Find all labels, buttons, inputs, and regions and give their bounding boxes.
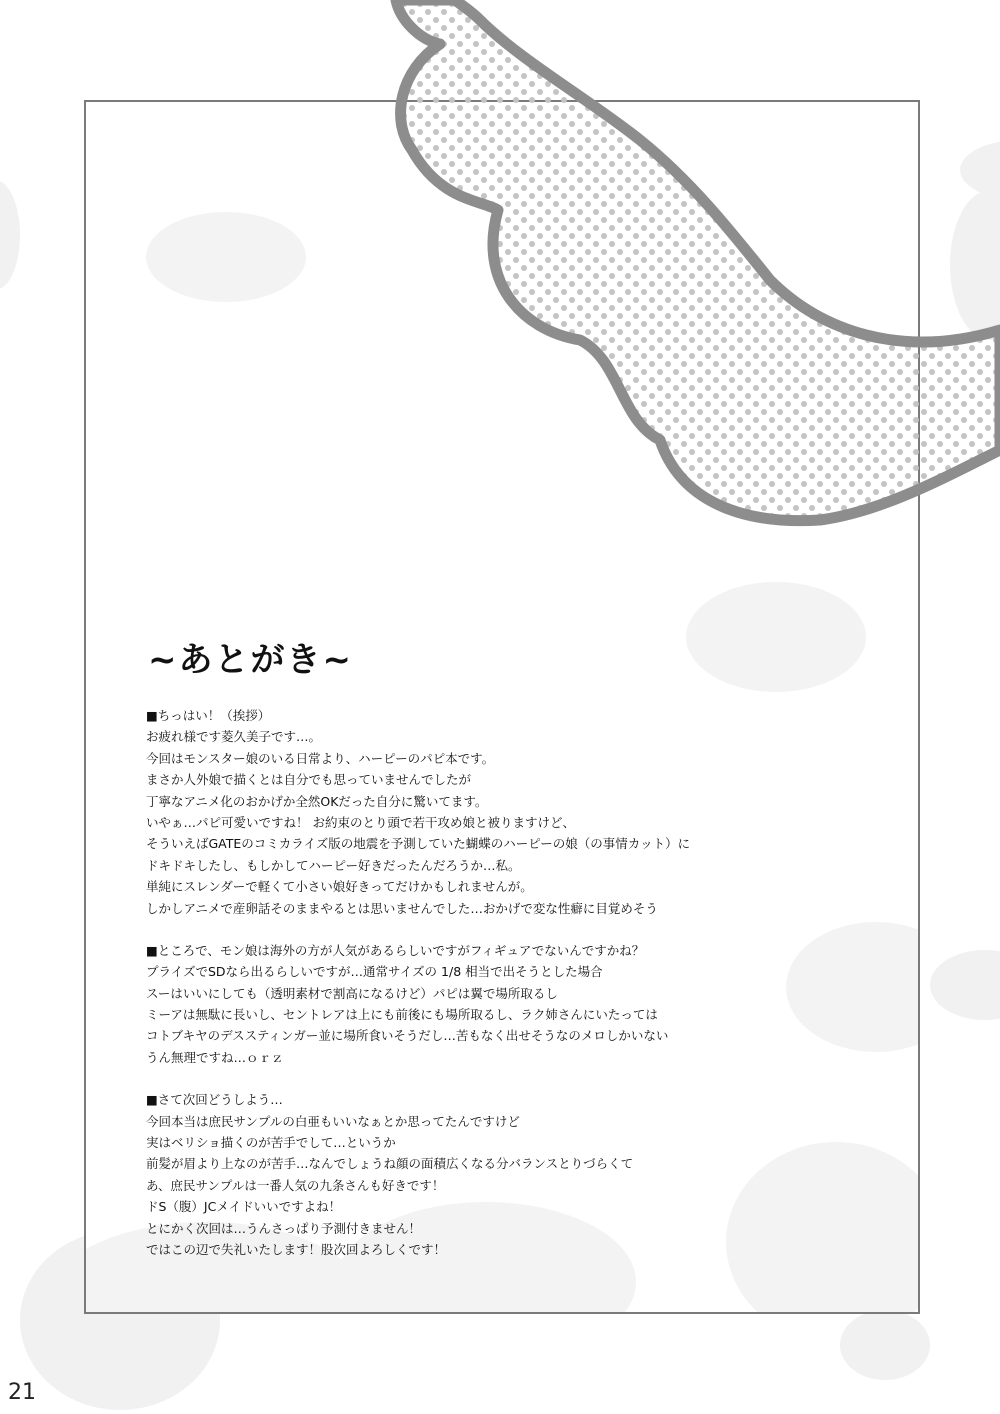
text-line: ドキドキしたし、もしかしてハーピー好きだったんだろうか…私。 [146,857,521,873]
text-line: ミーアは無駄に長いし、セントレアは上にも前後にも場所取るし、ラク姉さんにいたっては [146,1007,658,1023]
text-line: プライズでSDなら出るらしいですが…通常サイズの 1/8 相当で出そうとした場合 [146,964,603,980]
text-line: 単純にスレンダーで軽くて小さい娘好きってだけかもしれませんが。 [146,879,533,895]
cloud-body [396,0,1000,521]
text-line: 今回本当は庶民サンプルの白亜もいいなぁとか思ってたんですけど [146,1113,520,1129]
afterword-body [146,705,786,1281]
text-line: コトブキヤのデススティンガー並に場所食いそうだし…苦もなく出せそうなのメロしかいない [146,1028,669,1044]
page-number: 21 [8,1380,36,1405]
text-line: まさか人外娘で描くとは自分でも思っていませんでしたが [146,772,472,788]
paragraph-next-time [146,1089,786,1260]
text-line: スーはいいにしても（透明素材で割高になるけど）パピは翼で場所取るし [146,985,558,1001]
text-line: 実はベリショ描くのが苦手でして…というか [146,1135,396,1151]
text-line: 丁寧なアニメ化のおかげか全然OKだった自分に驚いてます。 [146,793,488,809]
text-line: ■さて次回どうしよう… [146,1092,283,1108]
text-line: いやぁ…パピ可愛いですね！ お約束のとり頭で若干攻め娘と被りますけど、 [146,814,575,830]
text-line: お疲れ様です菱久美子です…。 [146,729,322,745]
paragraph-figures [146,940,786,1068]
text-line: ■ところで、モン娘は海外の方が人気があるらしいですがフィギュアでないんですかね？ [146,942,645,958]
text-line: しかしアニメで産卵話そのままやるとは思いませんでした…おかげで変な性癖に目覚めそう [146,900,658,916]
faint-illustration [786,922,920,1052]
text-line: とにかく次回は…うんさっぱり予測付きません！ [146,1220,422,1236]
faint-illustration [686,582,866,692]
paragraph-greeting [146,705,786,919]
background-blob [930,950,1000,1020]
text-line: 今回はモンスター娘のいる日常より、ハーピーのパピ本です。 [146,750,495,766]
text-line: ドS（腹）JCメイドいいですよね！ [146,1199,342,1215]
text-line: ではこの辺で失礼いたします！股次回よろしくです！ [146,1241,447,1257]
text-line: うん無理ですね…ｏｒｚ [146,1049,284,1065]
text-line: あ、庶民サンプルは一番人気の九条さんも好きです！ [146,1177,445,1193]
text-line: ■ちっはい！（挨拶） [146,708,271,723]
text-line: 前髪が眉より上なのが苦手…なんでしょうね顔の面積広くなる分バランスとりづらくて [146,1156,634,1172]
text-line: そういえばGATEのコミカライズ版の地震を予測していた蝴蝶のハーピーの娘（の事情カット）に [146,836,691,852]
dotted-speech-cloud [0,0,1000,560]
background-blob [840,1310,930,1380]
page-title: ~あとがき~ [148,640,353,680]
